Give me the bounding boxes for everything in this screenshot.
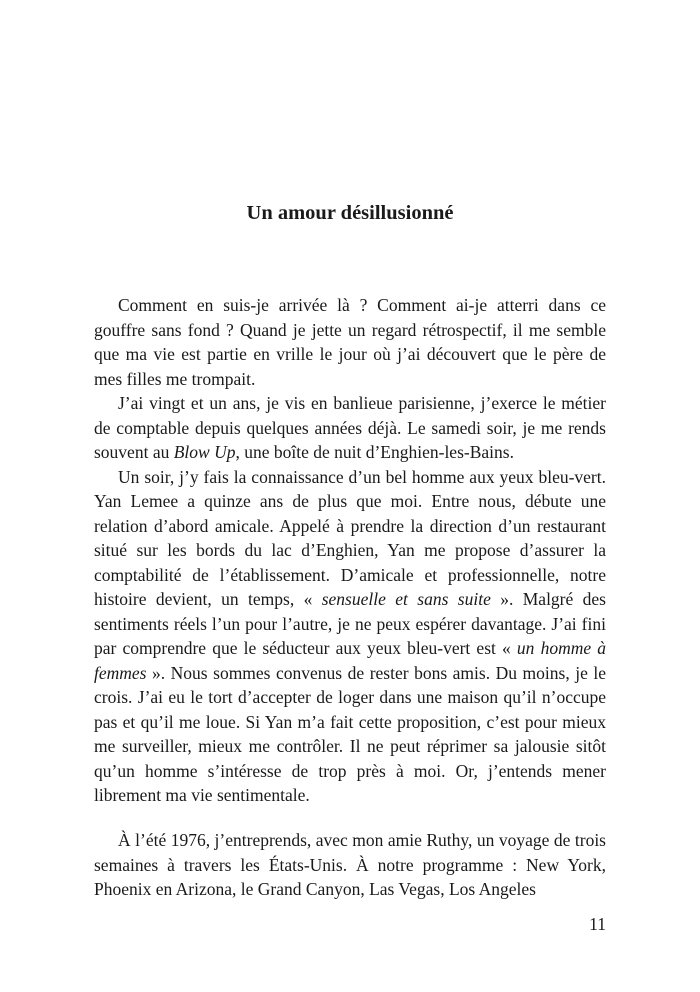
paragraph-2-italic-blow-up: Blow Up: [173, 442, 236, 462]
paragraph-3-text-c: ». Nous sommes convenus de rester bons amis. Du moins, je le crois. J’ai eu le tort d’accepter de loger dans une maison qu’il n’occupe pas et qu’il me loue. Si Yan m’a fait cette proposition, c’est pour mieux me surveiller, mieux me contrôler. Il ne peut réprimer sa jalousie sitôt qu’un homme s’intéresse de trop près à moi. Or, j’entends mener librement ma vie sentimentale.: [94, 662, 606, 805]
paragraph-1: Comment en suis-je arrivée là ? Comment ai-je atterri dans ce gouffre sans fond ? Quand je jette un regard rétrospectif, il me semble que ma vie est partie en vrille le jour où j’ai découvert que le père de mes filles me trompait.: [94, 295, 606, 389]
paragraph-2-text-b: , une boîte de nuit d’Enghien-les-Bains.: [235, 442, 514, 462]
paragraph-3-text-b: ». Malgré des sentiments réels l’un pour l’autre, je ne peux espérer davantage. J’ai fini par comprendre que le séducteur aux yeux bleu-vert est «: [94, 589, 606, 658]
body-text-section-2: [94, 828, 606, 902]
paragraph-3-italic-quote-2: un homme à femmes: [94, 638, 606, 683]
chapter-title: Un amour désillusionné: [246, 202, 454, 224]
paragraph-2: [94, 391, 606, 465]
body-text-section-1: [94, 293, 606, 808]
paragraph-3-italic-quote-1: sensuelle et sans suite: [321, 589, 491, 609]
paragraph-2-text-a: J’ai vingt et un ans, je vis en banlieue parisienne, j’exerce le métier de comptable depuis quelques années déjà. Le samedi soir, je me rends souvent au: [94, 393, 606, 462]
paragraph-3-text-a: Un soir, j’y fais la connaissance d’un bel homme aux yeux bleu-vert. Yan Lemee a quinze ans de plus que moi. Entre nous, débute une relation d’abord amicale. Appelé à prendre la direction d’un restaurant situé sur les bords du lac d’Enghien, Yan me propose d’assurer la comptabilité de l’établissement. D’amicale et professionnelle, notre histoire devient, un temps, «: [94, 466, 606, 609]
paragraph-3: [94, 465, 606, 808]
paragraph-4: À l’été 1976, j’entreprends, avec mon amie Ruthy, un voyage de trois semaines à travers les États-Unis. À notre programme : New York, Phoenix en Arizona, le Grand Canyon, Las Vegas, Los Angeles: [94, 830, 606, 899]
page-number: 11: [589, 914, 606, 934]
